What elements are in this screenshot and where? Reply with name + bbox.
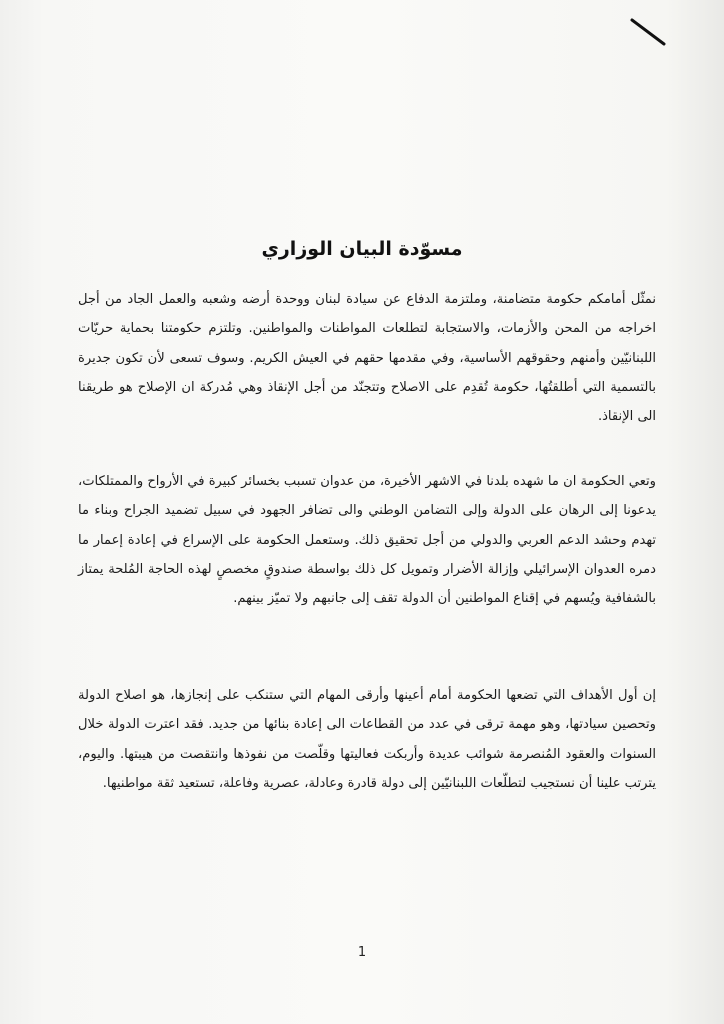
page-number: 1: [357, 945, 367, 960]
document-title: مسوّدة البيان الوزاري: [261, 238, 463, 260]
paragraph-2: وتعي الحكومة ان ما شهده بلدنا في الاشهر الأخيرة، من عدوان تسبب بخسائر كبيرة في الأرواح والممتلكات، يدعونا إلى الرهان على الدولة وإلى التضامن الوطني والى تضافر الجهود في سبيل تضميد الجراح وبناء ما تهدم وحشد الدعم العربي والدولي من أجل تحقيق ذلك. وستعمل الحكومة على الإسراع في إعادة إعمار ما دمره العدوان الإسرائيلي وإزالة الأضرار وتمويل كل ذلك بواسطة صندوقٍ مخصصٍ لهذه الحاجة المُلحة يمتاز بالشفافية ويُسهم في إقناع المواطنين أن الدولة تقف إلى جانبهم ولا تميّز بينهم.: [78, 474, 656, 607]
pen-stroke-mark: [630, 18, 670, 48]
paragraph-1: نمثّل أمامكم حكومة متضامنة، وملتزمة الدفاع عن سيادة لبنان ووحدة أرضه وشعبه والعمل الجاد من أجل اخراجه من المحن والأزمات، والاستجابة لتطلعات المواطنات والمواطنين. وتلتزم حكومتنا بحماية حريّات اللبنانيّين وأمنهم وحقوقهم الأساسية، وفي مقدمها حقهم في العيش الكريم. وسوف تسعى لأن تكون جديرة بالتسمية التي أطلقتُها، حكومة تُقدِم على الاصلاح وتتجنّد من أجل الإنقاذ وهي مُدركة ان الإصلاح هو طريقنا الى الإنقاذ.: [78, 292, 656, 425]
paragraph-3: إن أول الأهداف التي تضعها الحكومة أمام أعينها وأرقى المهام التي ستنكب على إنجازها، هو اصلاح الدولة وتحصين سيادتها، وهو مهمة ترقى في عدد من القطاعات الى إعادة بنائها من جديد. فقد اعترت الدولة خلال السنوات والعقود المُنصرمة شوائب عديدة وأربكت فعاليتها وقلّصت من نفوذها وانتقصت من هيبتها. واليوم، يترتب علينا أن نستجيب لتطلّعات اللبنانيّين إلى دولة قادرة وعادلة، عصرية وفاعلة، تستعيد ثقة مواطنيها.: [78, 688, 656, 791]
